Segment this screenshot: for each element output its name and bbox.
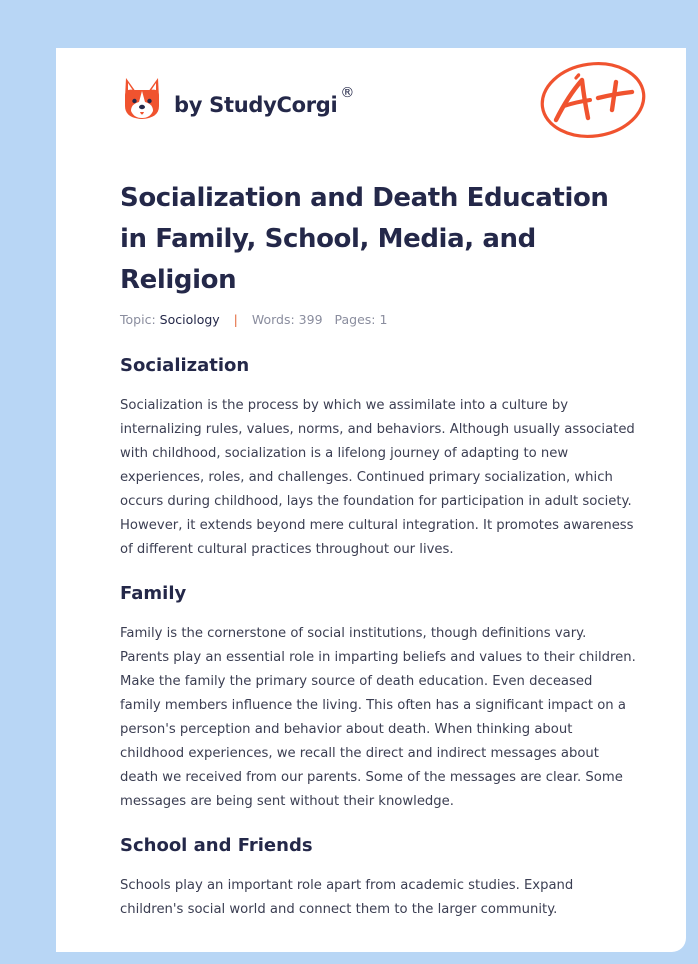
word-count: Words: 399 [251,312,323,327]
grade-label: A+ [538,58,540,59]
section-paragraph: Socialization is the process by which we assimilate into a culture by internalizing rules, values, norms, and behaviors. Although usually associated with childhood, socialization is a lifelong journey of adapting to new experiences, roles, and challenges. Continued primary socialization, which occurs during childhood, lays the foundation for participation in adult society. However, it extends beyond mere cultural integration. It promotes awareness of different cultural practices throughout our lives. [120,398,635,557]
section-paragraph: Family is the cornerstone of social institutions, though definitions vary. Parents play an essential role in imparting beliefs and values to their children. Make the family the primary source of death education. Even deceased family members influence the living. This often has a significant impact on a person's perception and behavior about death. When thinking about childhood experiences, we recall the direct and indirect messages about death we received from our parents. Some of the messages are clear. Some messages are being sent without their knowledge. [120,626,636,809]
document-card [56,48,686,952]
brand-name [174,85,355,117]
corgi-icon [122,76,162,122]
topic-link[interactable]: Sociology [159,312,220,327]
section-school-and-friends [120,828,636,922]
meta-separator: | [233,312,238,327]
registered-mark: ® [340,85,355,101]
grade-a-plus-stamp [538,58,650,140]
section-heading: Socialization [120,355,250,376]
brand-text: by StudyCorgi [174,93,338,117]
document-title: Socialization and Death Education in Family, School, Media, and Religion [120,183,609,295]
section-socialization [120,348,636,562]
document-meta [120,312,387,327]
page-count: Pages: 1 [334,312,388,327]
section-heading: School and Friends [120,835,313,856]
section-heading: Family [120,583,187,604]
document-body [120,348,636,922]
section-family [120,576,636,814]
section-paragraph: Schools play an important role apart from academic studies. Expand children's social world and connect them to the larger community. [120,878,574,917]
topic-label: Topic: [120,312,156,327]
studycorgi-logo[interactable] [122,76,354,122]
